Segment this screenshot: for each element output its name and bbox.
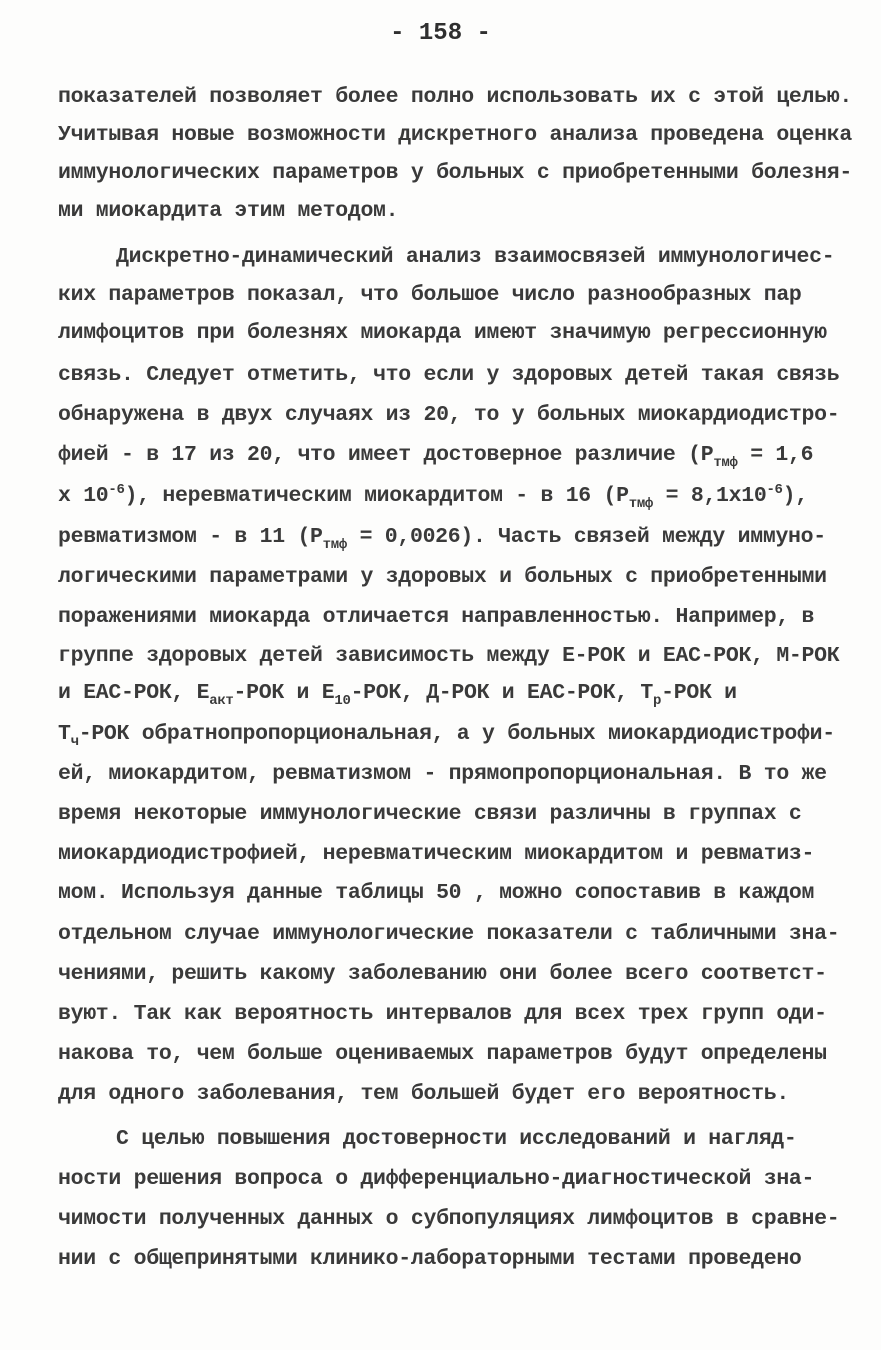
text-line: обнаружена в двух случаях из 20, то у больных миокардиодистро- [58,403,840,427]
text-line: чениями, решить какому заболеванию они более всего соответст- [58,962,827,986]
text-line: ности решения вопроса о дифференциально-диагностической зна- [58,1167,815,1191]
text-line: лимфоцитов при болезнях миокарда имеют значимую регрессионную [58,321,827,345]
text-line: фией - в 17 из 20, что имеет достоверное различие ($P_{тмф} = 1,6$ [58,443,814,471]
text-line: иммунологических параметров у больных с приобретенными болезня- [58,161,852,185]
text-line: поражениями миокарда отличается направленностью. Например, в [58,605,815,629]
text-line: чимости полученных данных о субпопуляциях лимфоцитов в сравне- [58,1207,840,1231]
text-line: Дискретно-динамический анализ взаимосвязей иммунологичес- [116,245,835,269]
text-line: С целью повышения достоверности исследований и нагляд- [116,1127,797,1151]
text-line: и ЕАС-РОК, $Е_{акт}$-РОК и $Е_{10}$-РОК, Д-РОК и ЕАС-РОК, $Т_р$-РОК и [58,681,737,709]
text-line: для одного заболевания, тем большей будет его вероятность. [58,1082,789,1106]
text-line: миокардиодистрофией, неревматическим миокардитом и ревматиз- [58,842,815,866]
text-line: нии с общепринятыми клинико-лабораторными тестами проведено [58,1247,802,1271]
text-line: ми миокардита этим методом. [58,199,399,223]
text-line: $Т_ч$-РОК обратнопропорциональная, а у больных миокардиодистрофи- [58,722,835,750]
text-line: время некоторые иммунологические связи различны в группах с [58,802,802,826]
text-line: Учитывая новые возможности дискретного анализа проведена оценка [58,123,852,147]
text-line: мом. Используя данные таблицы 50 , можно сопоставив в каждом [58,881,815,905]
text-line: логическими параметрами у здоровых и больных с приобретенными [58,565,827,589]
text-line: связь. Следует отметить, что если у здоровых детей такая связь [58,363,840,387]
text-line: показателей позволяет более полно использовать их с этой целью. [58,85,852,109]
text-line: накова то, чем больше оцениваемых параметров будут определены [58,1042,827,1066]
text-line: ких параметров показал, что большое число разнообразных пар [58,283,802,307]
text-line: группе здоровых детей зависимость между Е-РОК и ЕАС-РОК, М-РОК [58,644,840,668]
text-line: вуют. Так как вероятность интервалов для всех трех групп оди- [58,1002,827,1026]
text-line: отдельном случае иммунологические показатели с табличными зна- [58,922,840,946]
page-number: - 158 - [390,20,491,47]
text-line: ревматизмом - в 11 $(P_{тмф} = 0,0026)$. Часть связей между иммуно- [58,525,826,553]
text-line: x $10^{-6}$), неревматическим миокардитом - в 16 $(P_{тмф} = 8,1x10^{-6})$, [58,482,808,512]
text-line: ей, миокардитом, ревматизмом - прямопропорциональная. В то же [58,762,827,786]
